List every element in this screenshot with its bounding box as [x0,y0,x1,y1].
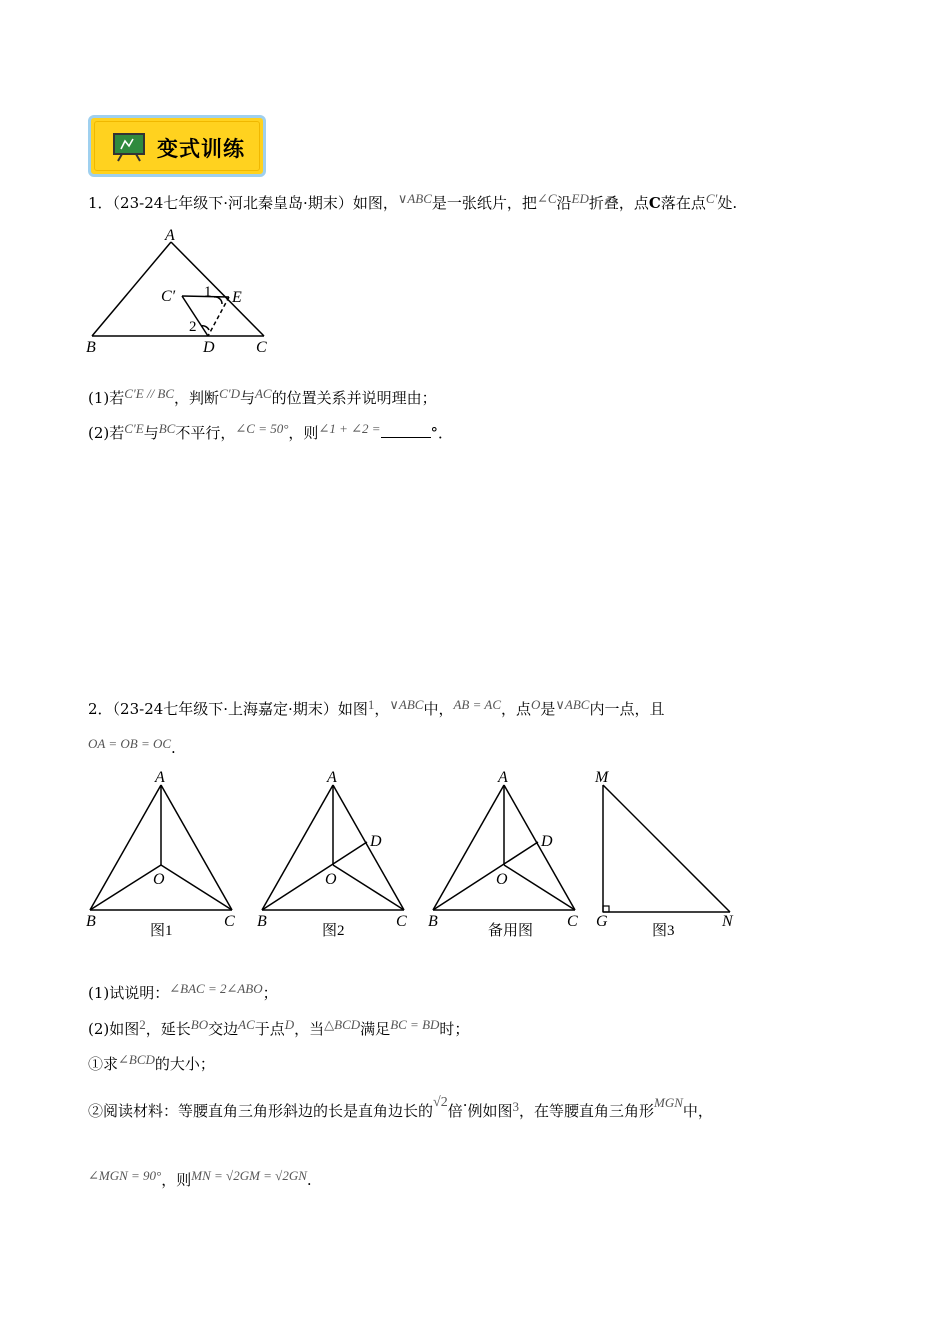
q2-p2-text: 时； [439,1020,470,1038]
q2-part1 [88,983,278,1004]
spare-label-c: C [567,913,578,930]
q2-math: ∨ABC [389,697,424,712]
q2-text: 如图 [337,700,368,718]
q2-p2-text: (2)如图 [88,1020,140,1038]
q2-p2-text: 交边 [208,1020,239,1038]
q1-label-angle2: 2 [189,319,197,335]
fig2-caption: 图2 [322,923,345,939]
q2-s2-text: 例如图 [467,1102,513,1120]
q2-s2-math: 3 [512,1099,520,1114]
q1-label-b: B [86,339,96,356]
q2-s1-math: ∠BCD [118,1052,155,1067]
q1-part2 [88,423,453,444]
q1-p1-math: AC [254,386,272,401]
q2-s2-text: ，在等腰直角三角形 [519,1102,655,1120]
q1-p1-math: C′D [219,386,240,401]
fig1-label-a: A [155,769,165,786]
q1-text: 如图， [352,194,398,212]
q2-s3-math: MN = √2GM = √2GN [191,1168,307,1183]
q1-label-a: A [165,227,175,244]
q1-p1-text: 与 [239,389,255,407]
q2-math: O [531,697,541,712]
fig1-label-o: O [153,871,165,888]
q2-text: ， [374,700,390,718]
q1-part1 [88,388,437,409]
q2-p1-text: ； [262,984,278,1002]
q1-math-triangle: ∨ABC [397,191,432,206]
q1-text: 折叠，点 [588,194,649,212]
fig3-label-m: M [595,769,609,786]
blackboard-icon [112,132,148,162]
q2-number: 2． [88,700,113,718]
q2-part2 [88,1019,469,1040]
q2-sub2-line2 [88,1170,312,1191]
q2-s1-text: 的大小； [154,1055,215,1073]
q2-p1-text: (1)试说明： [88,984,170,1002]
q1-point-c: C [648,194,661,212]
q2-text: . [171,739,176,757]
q2-text: 是 [540,700,556,718]
q1-math-cprime: C′ [705,191,718,206]
q1-number: 1． [88,194,113,212]
q2-p2-text: ，延长 [145,1020,191,1038]
q1-text: 是一张纸片，把 [431,194,537,212]
spare-label-d: D [541,833,553,850]
q2-text: ，点 [500,700,531,718]
q1-math-angle: ∠C [536,191,557,206]
fig3-label-n: N [722,913,733,930]
fig1-label-c: C [224,913,235,930]
spare-caption: 备用图 [488,923,534,939]
q1-p1-text: (1)若 [88,389,125,407]
q1-label-angle1: 1 [204,284,212,300]
q2-text: 中， [423,700,454,718]
q2-s2-math: √2 [433,1095,448,1110]
q2-p2-math: 2 [139,1017,146,1032]
q1-text: 沿 [556,194,572,212]
fig3-label-g: G [596,913,608,930]
q1-p1-text: ，判断 [174,389,220,407]
q1-p2-text: 不平行， [175,424,236,442]
q2-sub1 [88,1054,215,1075]
q1-p2-math: ∠C = 50° [235,421,289,436]
q1-label-e: E [232,289,242,306]
q2-math: AB = AC [453,697,501,712]
q1-p2-text: (2)若 [88,424,125,442]
q1-p1-math: C′E // BC [124,386,175,401]
fig2-label-a: A [327,769,337,786]
q2-math: ∨ABC [555,697,590,712]
q2-s2-math: MGN [654,1095,683,1110]
fig2-label-o: O [325,871,337,888]
q2-s3-text: . [306,1171,312,1189]
q2-p2-math: BO [190,1017,209,1032]
q2-p2-math: AC [238,1017,255,1032]
fig1-caption: 图1 [150,923,173,939]
fig2-label-b: B [257,913,267,930]
q2-math: OA = OB = OC [88,736,172,751]
answer-blank[interactable] [381,423,431,438]
q2-p1-math: ∠BAC = 2∠ABO [169,981,263,996]
q1-p2-math: BC [158,421,176,436]
fig1-label-b: B [86,913,96,930]
fig2-label-c: C [396,913,407,930]
q2-p2-math: △BCD [324,1017,361,1032]
section-banner [88,115,266,177]
q2-p2-text: 于点 [254,1020,285,1038]
q2-p2-text: ，当 [294,1020,325,1038]
q2-stem-line2 [88,738,176,759]
banner-title: 变式训练 [157,137,245,161]
spare-label-o: O [496,871,508,888]
q2-s3-math: ∠MGN = 90° [88,1168,162,1183]
q1-p2-math: ∠1 + ∠2 = [318,421,381,436]
q1-label-cprime: C′ [161,288,176,305]
q2-p2-text: 满足 [360,1020,391,1038]
spare-label-b: B [428,913,438,930]
q2-text: 内一点，且 [589,700,665,718]
q1-p2-text: °． [430,424,454,442]
q1-p2-text: ，则 [288,424,319,442]
q2-source: （23-24七年级下·上海嘉定·期末） [112,700,338,718]
q2-math: 1 [367,697,375,712]
q1-text: 处. [717,194,738,212]
q2-s2-text: 倍 [447,1102,463,1120]
q2-s2-dot: · [462,1096,468,1114]
q1-text: 落在点 [660,194,706,212]
q1-p2-text: 与 [143,424,159,442]
q1-source: （23-24七年级下·河北秦皇岛·期末） [112,194,353,212]
q2-s3-text: ，则 [161,1171,192,1189]
q1-label-d: D [203,339,215,356]
spare-label-a: A [498,769,508,786]
q2-s2-text: 中， [682,1102,713,1120]
q1-math-ed: ED [571,191,589,206]
q2-stem [88,699,665,720]
q2-p2-math: BC = BD [390,1017,440,1032]
q2-sub2 [88,1095,713,1123]
q2-p2-math: D [284,1017,295,1032]
q1-label-c: C [256,339,267,356]
q1-p1-text: 的位置关系并说明理由； [271,389,437,407]
fig3-caption: 图3 [652,923,675,939]
fig2-label-d: D [370,833,382,850]
q1-stem [88,193,737,214]
q2-s2-text: ②阅读材料：等腰直角三角形斜边的长是直角边长的 [88,1102,434,1120]
q2-s1-text: ①求 [88,1055,119,1073]
q1-p2-math: C′E [124,421,144,436]
